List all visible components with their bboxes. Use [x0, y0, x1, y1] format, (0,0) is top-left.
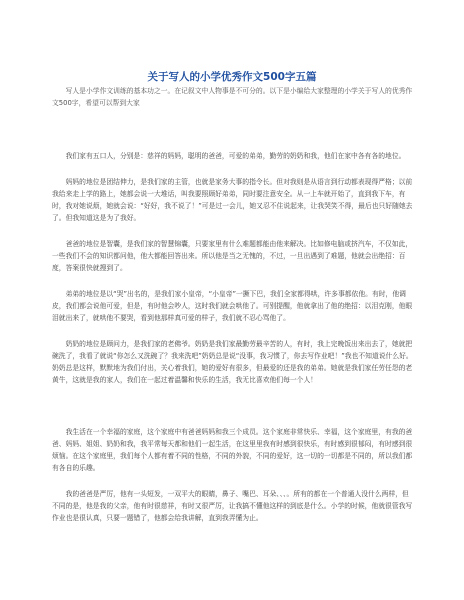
body-paragraph: 我的爸爸是严厉，他有一头短发，一双平大的眼睛，鼻子、嘴巴、耳朵、、、。所有的都在一个普通人没什么两样，但不同的是，他是我的父亲，他有时很慈祥，有时又很严厉，让我搞不懂他这样的到底是什么。小学的时候，他就很管我写作业也是很认真，只要一题错了，他都会给我讲解，直到我弄懂为止。 [52, 490, 413, 522]
body-paragraph: 奶奶的地位是顾问力，是我们家的老佛爷。奶奶是我们家最勤劳最辛苦的人，有时，我上完晚饭出来出去了，她就把碗洗了，我看了就说“你怎么又洗碗了？我来洗吧”奶奶总是说“没事，我习惯了，你去写作业吧！”我也不知道说什么好。奶奶总是这样，默默地为我们付出，关心着我们，她的爱好有很多，但最爱的还是我的弟弟。她就是我们家任劳任怨的老黄牛，这就是我的家人，我们在一起过着温馨和快乐的生活，我无比喜欢他们每一个人！ [52, 340, 413, 384]
document-title: 关于写人的小学优秀作文500字五篇 [147, 71, 317, 83]
body-paragraph: 弟弟的地位是以“哭”出名的，是我们家小皇帝，“小皇帝”一撅下巴，我们全家都得哄，许多事都依他。有时，他调皮，我们都会说他可爱，但是，有时他会吵人，这时我们就会哄他了。可别提醒，他就拿出了他的绝招：以泪克刚，他眼泪就出来了，就哄他不要哭，看到他那样真可爱的样子，我们就不忍心骂他了。 [52, 290, 413, 322]
body-paragraph: 妈妈的地位是团结伸力，是我们家的主管，也就是家务大事的指令长。但对我则是从语言到行动都表现得严格；以前我给来走上学的路上，她都会说一大堆话，叫我要照顾好弟弟，同时要注意安全。从一上车就开始了，直到我下车，有时，我对她说烦，她就会说：“好好，我不说了！”可是过一会儿，她又忍不住说起来，让我哭笑不得，最后也只好随她去了。但我知道这是为了我好。 [52, 178, 413, 222]
body-paragraph: 爸爸的地位是智囊，是我们家的智慧锦囊，只要家里有什么难题都能由他来解决。比如修电脑或挤汽车，不仅如此，一些我们不会的知识都问他，他大都能回答出来。所以他是当之无愧的，不过，一旦出遇到了难题，他就会出绝招：百度，答案很快就搜到了。 [52, 240, 413, 272]
body-paragraph: 我生活在一个幸福的家庭，这个家庭中有爸爸妈妈和我三个成员。这个家庭非常快乐、幸福，这个家庭里，有我的爸爸、妈妈、姐姐、奶奶和我，我平常每天都和他们一起生活，在这里里我有时感到很快乐，有时感到很郁闷，有时感到很烦恼。在这个家庭里，我们每个人都有着不同的性格，不同的外貌，不同的爱好，这一切的一切都是不同的，所以我们都有各自的乐趣。 [52, 428, 413, 472]
intro-paragraph: 写人是小学作文训练的基本功之一。在记叙文中人物事是不可分的。以下是小编给大家整理的小学关于写人的优秀作文500字，希望可以帮到大家 [52, 87, 413, 107]
document-body [52, 150, 414, 538]
body-paragraph: 我们家有五口人，分别是：慈祥的妈妈，聪明的爸爸，可爱的弟弟，勤劳的奶奶和我，他们在家中各有各的地位。 [65, 152, 406, 160]
